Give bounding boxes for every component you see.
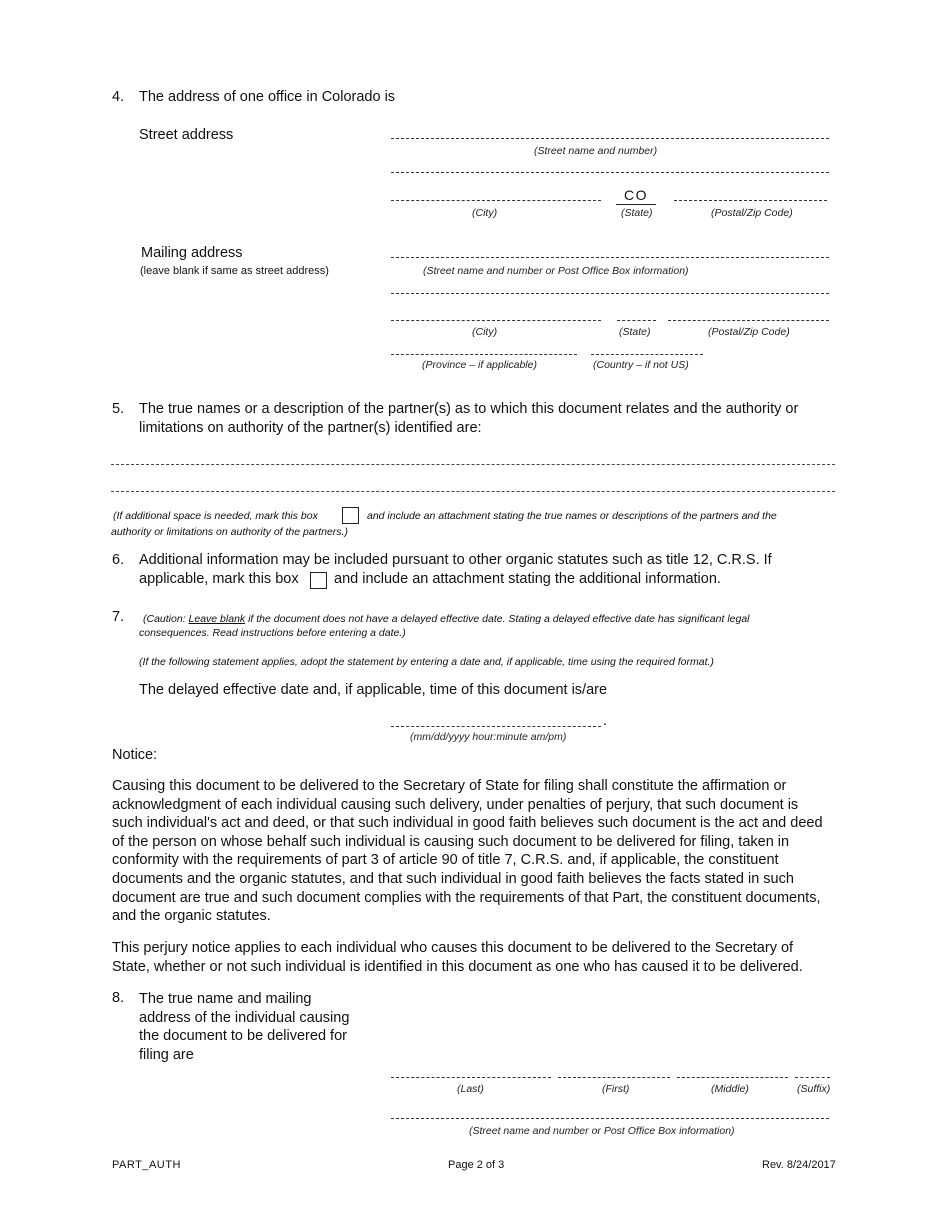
item5-line1: The true names or a description of the partner(s) as to which this document relates and the authority or [139, 401, 799, 417]
item7-caution [143, 612, 750, 626]
item5-note-pre: (If additional space is needed, mark this box [113, 510, 318, 522]
notice-p1-line: of the person on whose behalf such individual is causing such document to be delivered for filing, taken in [112, 833, 790, 850]
notice-p1-line: conformity with the requirements of part 3 of article 90 of title 7, C.R.S. and, if applicable, the constituent [112, 852, 779, 869]
footer-revision: Rev. 8/24/2017 [762, 1159, 836, 1171]
province-line[interactable] [391, 354, 577, 355]
mailing-address-hint: (leave blank if same as street address) [140, 265, 329, 277]
date-caption: (mm/dd/yyyy hour:minute am/pm) [410, 731, 567, 743]
item8-line: the document to be delivered for [139, 1028, 347, 1045]
item6-number: 6. [112, 552, 125, 568]
notice-p1-line: and the organic statutes. [112, 908, 271, 925]
item4-number: 4. [112, 89, 125, 105]
item7-applies-note: (If the following statement applies, adopt the statement by entering a date and, if applicable, time using the required format.) [139, 656, 714, 668]
zip-line[interactable] [674, 200, 827, 201]
item8-line: address of the individual causing [139, 1009, 350, 1026]
delayed-date-line[interactable] [391, 726, 601, 727]
first-name-line[interactable] [558, 1077, 670, 1078]
item5-number: 5. [112, 401, 125, 417]
mailing-street-line-1[interactable] [391, 257, 829, 258]
item5-note-line2: authority or limitations on authority of the partners.) [111, 526, 348, 538]
item7-number: 7. [112, 609, 125, 625]
street-line-2[interactable] [391, 172, 829, 173]
caution-rest: if the document does not have a delayed effective date. Stating a delayed effective date has significant legal [248, 613, 750, 625]
city-line[interactable] [391, 200, 601, 201]
notice-p2-line: This perjury notice applies to each individual who causes this document to be delivered to the Secretary of [112, 940, 794, 956]
state-caption: (State) [621, 207, 653, 219]
mailing-zip-line[interactable] [668, 320, 829, 321]
caution-leave-blank: Leave blank [188, 613, 246, 625]
footer-form-id: PART_AUTH [112, 1159, 181, 1171]
footer-page: Page 2 of 3 [448, 1159, 505, 1171]
item6-attachment-checkbox[interactable] [310, 572, 327, 589]
item5-note-post: and include an attachment stating the true names or descriptions of the partners and the [367, 510, 777, 522]
item7-caution-line2: consequences. Read instructions before entering a date.) [139, 627, 406, 639]
mailing-address-label: Mailing address [141, 245, 243, 261]
item6-line1: Additional information may be included pursuant to other organic statutes such as title 12, C.R.S. If [139, 552, 772, 568]
middle-caption: (Middle) [711, 1083, 749, 1095]
street-line-1[interactable] [391, 138, 829, 139]
suffix-line[interactable] [795, 1077, 830, 1078]
item8-street-line[interactable] [391, 1118, 829, 1119]
notice-paragraph-2 [112, 939, 838, 976]
last-name-line[interactable] [391, 1077, 551, 1078]
item6-line2-pre: applicable, mark this box [139, 571, 299, 587]
item6-line2-post: and include an attachment stating the additional information. [334, 571, 721, 587]
notice-p1-line: such individual's act and deed, or that such individual in good faith believes such document is the act and deed [112, 815, 823, 832]
suffix-caption: (Suffix) [797, 1083, 831, 1095]
notice-p2-line: State, whether or not such individual is identified in this document as one who has caused it to be delivered. [112, 958, 803, 975]
last-caption: (Last) [457, 1083, 484, 1095]
country-caption: (Country – if not US) [593, 359, 689, 371]
zip-caption: (Postal/Zip Code) [711, 207, 793, 219]
caution-label: (Caution: [143, 613, 186, 625]
notice-paragraph-1 [112, 777, 838, 926]
notice-p1-line: Causing this document to be delivered to the Secretary of State for filing shall constitute the affirmation or [112, 778, 787, 794]
mailing-city-line[interactable] [391, 320, 601, 321]
item8-number: 8. [112, 990, 125, 1006]
mailing-state-caption: (State) [619, 326, 651, 338]
delayed-date-period: . [603, 713, 608, 729]
notice-p1-line: documents and the organic statutes, and that such individual in good faith believes the facts stated in such [112, 870, 794, 887]
middle-name-line[interactable] [677, 1077, 788, 1078]
state-value: CO [624, 187, 648, 203]
item8-line: filing are [139, 1046, 194, 1063]
mailing-street-line-2[interactable] [391, 293, 829, 294]
mailing-city-caption: (City) [472, 326, 498, 338]
city-caption: (City) [472, 207, 498, 219]
item4-heading: The address of one office in Colorado is [139, 89, 396, 105]
country-line[interactable] [591, 354, 703, 355]
mailing-zip-caption: (Postal/Zip Code) [708, 326, 790, 338]
partners-line-1[interactable] [111, 464, 835, 465]
first-caption: (First) [602, 1083, 630, 1095]
item8-description [139, 990, 369, 1064]
item7-statement: The delayed effective date and, if applicable, time of this document is/are [139, 682, 608, 698]
notice-p1-line: document are true and such document complies with the requirements of that Part, the constituent documents, [112, 889, 821, 906]
notice-heading: Notice: [112, 747, 158, 763]
item8-street-caption: (Street name and number or Post Office Box information) [469, 1125, 735, 1137]
street-address-label: Street address [139, 127, 234, 143]
state-underline [616, 204, 656, 205]
mailing-state-line[interactable] [617, 320, 656, 321]
partners-line-2[interactable] [111, 491, 835, 492]
item8-line: The true name and mailing [139, 991, 312, 1007]
item5-attachment-checkbox[interactable] [342, 507, 359, 524]
item5-line2: limitations on authority of the partner(s) identified are: [139, 420, 482, 436]
mailing-street-caption: (Street name and number or Post Office Box information) [423, 265, 689, 277]
street-caption: (Street name and number) [534, 145, 658, 157]
notice-p1-line: acknowledgment of each individual causing such delivery, under penalties of perjury, that such document is [112, 796, 799, 813]
province-caption: (Province – if applicable) [422, 359, 537, 371]
